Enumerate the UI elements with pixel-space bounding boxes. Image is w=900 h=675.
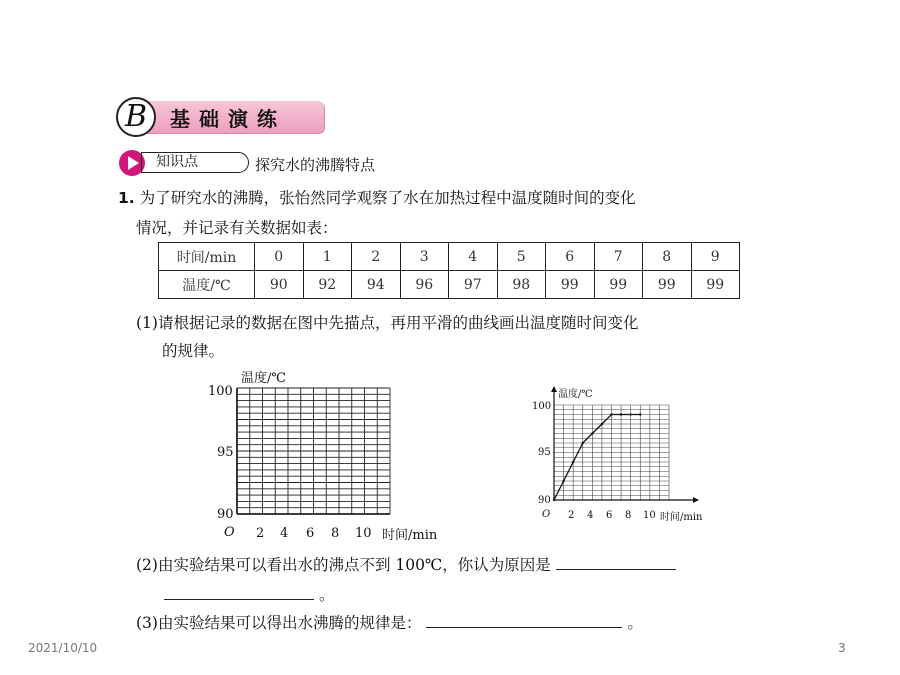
answer-blank bbox=[556, 555, 676, 570]
page-number: 3 bbox=[838, 641, 846, 655]
empty-graph-xtick: 4 bbox=[280, 526, 289, 541]
table-cell: 99 bbox=[594, 271, 643, 299]
question-text-2: 情况，并记录有关数据如表： bbox=[136, 219, 338, 237]
sub1-line-2: 的规律。 bbox=[162, 342, 225, 360]
empty-graph bbox=[205, 365, 465, 545]
sub2-line-1 bbox=[136, 553, 676, 575]
section-title: 基础演练 bbox=[170, 107, 286, 131]
data-point bbox=[639, 413, 641, 415]
data-table bbox=[158, 242, 740, 299]
table-cell: 98 bbox=[497, 271, 546, 299]
chart-ytick: 90 bbox=[538, 495, 551, 506]
sub2-text: (2)由实验结果可以看出水的沸点不到 100℃，你认为原因是 bbox=[136, 556, 551, 574]
chart-xtick: 6 bbox=[606, 510, 613, 521]
chart-xtick: 4 bbox=[587, 510, 594, 521]
question-text-1: 为了研究水的沸腾，张怡然同学观察了水在加热过程中温度随时间的变化 bbox=[139, 189, 636, 207]
table-cell: 0 bbox=[255, 243, 304, 271]
empty-graph-ytick: 95 bbox=[217, 445, 234, 460]
chart-ytick: 100 bbox=[532, 401, 552, 412]
table-cell: 9 bbox=[691, 243, 740, 271]
question-line-1 bbox=[118, 186, 636, 208]
chart-ylabel: 温度/℃ bbox=[558, 389, 593, 400]
table-cell: 3 bbox=[400, 243, 449, 271]
table-header-time: 时间/min bbox=[159, 243, 255, 271]
question-number: 1. bbox=[118, 189, 135, 207]
table-cell: 99 bbox=[546, 271, 595, 299]
table-cell: 99 bbox=[643, 271, 692, 299]
table-cell: 97 bbox=[449, 271, 498, 299]
data-point bbox=[591, 432, 593, 434]
chart-origin: O bbox=[542, 509, 551, 520]
empty-grid bbox=[237, 388, 390, 514]
sub3-end: 。 bbox=[627, 614, 643, 632]
table-cell: 2 bbox=[352, 243, 401, 271]
empty-graph-xtick: 8 bbox=[331, 526, 340, 541]
sub1-line-1: (1)请根据记录的数据在图中先描点，再用平滑的曲线画出温度随时间变化 bbox=[136, 314, 639, 332]
table-row-time bbox=[159, 243, 740, 271]
chart-ytick: 95 bbox=[538, 447, 551, 458]
footer-date: 2021/10/10 bbox=[28, 641, 98, 655]
table-cell: 5 bbox=[497, 243, 546, 271]
empty-graph-xtick: 6 bbox=[306, 526, 315, 541]
data-point bbox=[629, 413, 631, 415]
section-banner bbox=[116, 97, 326, 137]
empty-graph-ylabel: 温度/℃ bbox=[241, 371, 286, 386]
empty-graph-ytick: 90 bbox=[217, 507, 234, 522]
table-cell: 8 bbox=[643, 243, 692, 271]
x-axis-arrow bbox=[693, 497, 699, 503]
chart-xtick: 10 bbox=[643, 510, 656, 521]
chart-xtick: 2 bbox=[568, 510, 575, 521]
data-point bbox=[620, 413, 622, 415]
empty-graph-xlabel: 时间/min bbox=[382, 528, 438, 543]
sub3-line bbox=[136, 611, 643, 633]
chart-xlabel: 时间/min bbox=[660, 512, 703, 523]
knowledge-topic: 探究水的沸腾特点 bbox=[255, 156, 376, 174]
answer-blank bbox=[164, 585, 314, 600]
sub3-text: (3)由实验结果可以得出水沸腾的规律是： bbox=[136, 614, 422, 632]
table-cell: 6 bbox=[546, 243, 595, 271]
temperature-chart bbox=[532, 380, 722, 526]
data-point bbox=[562, 480, 564, 482]
sub2-end: 。 bbox=[318, 586, 335, 604]
data-point bbox=[582, 442, 584, 444]
empty-graph-xtick: 10 bbox=[355, 526, 372, 541]
table-cell: 90 bbox=[255, 271, 304, 299]
table-header-temp: 温度/℃ bbox=[159, 271, 255, 299]
table-cell: 94 bbox=[352, 271, 401, 299]
empty-graph-ytick: 100 bbox=[208, 384, 233, 399]
section-badge: B bbox=[116, 97, 156, 137]
y-axis-arrow bbox=[551, 386, 557, 392]
table-cell: 7 bbox=[594, 243, 643, 271]
table-cell: 99 bbox=[691, 271, 740, 299]
data-point bbox=[610, 413, 612, 415]
table-row-temp bbox=[159, 271, 740, 299]
empty-graph-xtick: 2 bbox=[256, 526, 265, 541]
sub2-line-2 bbox=[164, 583, 334, 605]
chart-xtick: 8 bbox=[625, 510, 632, 521]
table-cell: 1 bbox=[303, 243, 352, 271]
knowledge-tag: 知识点 bbox=[141, 152, 249, 173]
table-cell: 4 bbox=[449, 243, 498, 271]
table-cell: 96 bbox=[400, 271, 449, 299]
data-point bbox=[601, 423, 603, 425]
chart-grid bbox=[551, 386, 699, 503]
data-point bbox=[553, 499, 555, 501]
data-point bbox=[572, 461, 574, 463]
table-cell: 92 bbox=[303, 271, 352, 299]
answer-blank bbox=[426, 613, 622, 628]
empty-graph-origin: O bbox=[224, 525, 235, 540]
